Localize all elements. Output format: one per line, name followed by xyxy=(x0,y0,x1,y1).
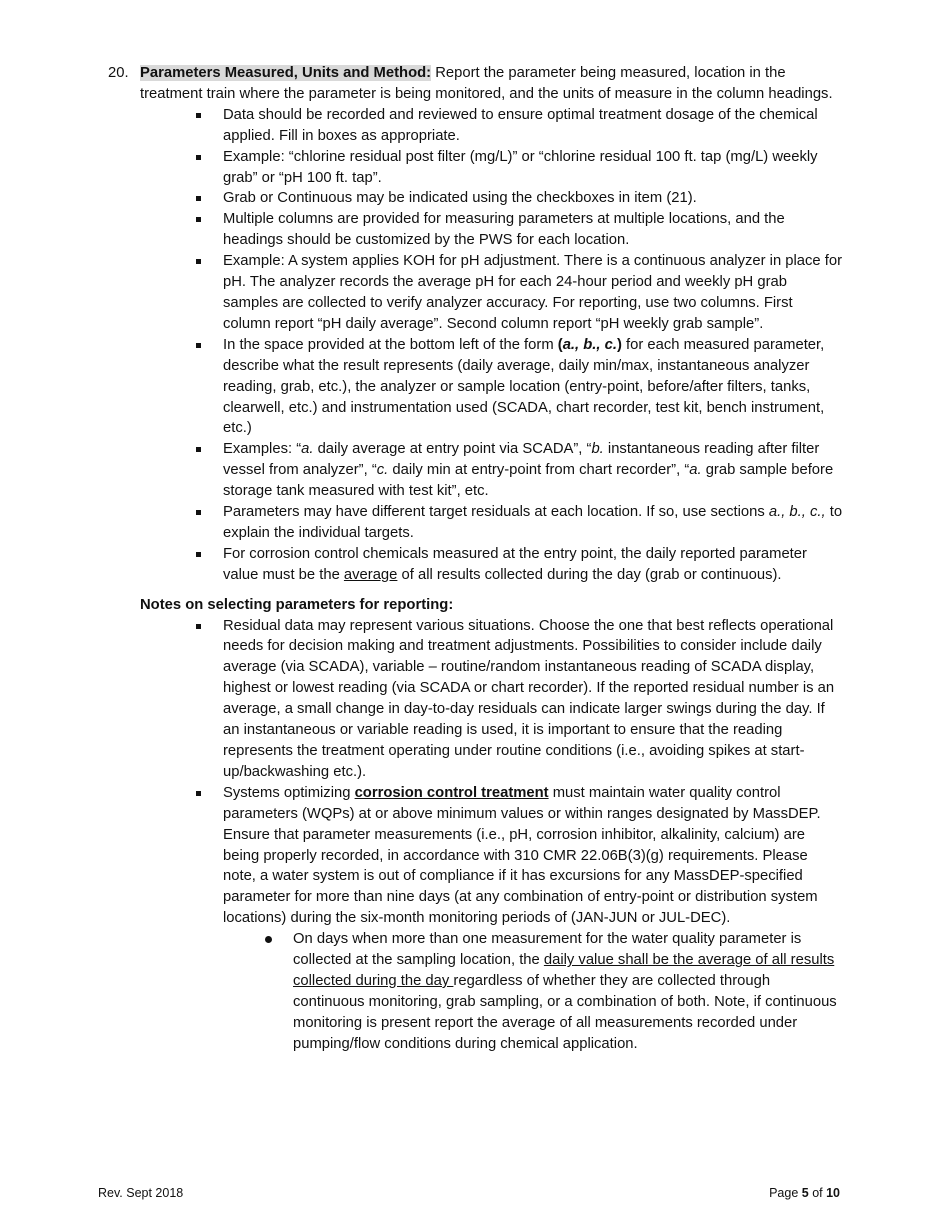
bullet-text: For corrosion control chemicals measured at the entry point, the daily reported parameter value must be the xyxy=(223,545,807,583)
bullet-text: Data should be recorded and reviewed to ensure optimal treatment dosage of the chemical applied. Fill in boxes as appropriate. xyxy=(223,106,818,144)
page-of: of xyxy=(808,1186,827,1200)
list-item xyxy=(192,439,843,502)
bullet-text: Parameters may have different target residuals at each location. If so, use sections xyxy=(223,504,769,521)
instructions-content xyxy=(108,63,843,1055)
bullet-text: In the space provided at the bottom left of the form xyxy=(223,336,558,353)
bullet-text: Grab or Continuous may be indicated using the checkboxes in item (21). xyxy=(223,190,697,207)
emphasis-average: average xyxy=(343,566,398,583)
page-total: 10 xyxy=(826,1186,840,1200)
bullet-text: Residual data may represent various situations. Choose the one that best reflects operational needs for decision making and treatment adjustments. Possibilities to consider include daily average (via SCADA), variable – routine/random instantaneous reading of SCADA display, highest or lowest reading (via SCADA or chart recorder). If the reported residual number is an average, a small change in day-to-day residuals can indicate larger swings during the day. If an instantaneous or variable reading is used, it is important to ensure that the reading represents the treatment operating under routine conditions (i.e., avoiding spikes at start-up/backwashing etc.). xyxy=(223,617,835,780)
emphasis-corrosion-control: corrosion control treatment xyxy=(354,784,549,801)
section-letter: a. xyxy=(301,441,314,458)
bullet-text: Examples: “ xyxy=(223,441,302,458)
bullet-text: daily average at entry point via SCADA”, “ xyxy=(313,441,592,458)
notes-bullet-list xyxy=(108,616,843,1055)
item-intro xyxy=(140,63,843,105)
list-item xyxy=(262,929,843,1054)
list-item xyxy=(192,502,843,544)
bullet-text: On days when more than one measurement for the water quality parameter is collected at the sampling location, the xyxy=(293,931,802,969)
bullet-text: must maintain water quality control parameters (WQPs) at or above minimum values or within ranges designated by MassDEP. Ensure that parameter measurements (i.e., pH, corrosion inhibitor, alkalinity, calcium) are being properly recorded, in accordance with 310 CMR 22.06B(3)(g) requirements. Please note, a water system is out of compliance if it has excursions for any MassDEP-specified parameter for more than nine days (at any combination of entry-point or distribution system locations) during the six-month monitoring periods of (JAN-JUN or JUL-DEC). xyxy=(223,784,821,927)
section-letters: a., b., c. xyxy=(562,336,617,353)
bullet-text: grab sample before storage tank measured with test kit”, etc. xyxy=(223,462,834,500)
list-item xyxy=(192,251,843,335)
list-item xyxy=(192,544,843,586)
item-20-bullet-list xyxy=(108,105,843,586)
item-heading: Parameters Measured, Units and Method: xyxy=(140,65,432,81)
notes-sub-list xyxy=(223,929,843,1054)
page-current: 5 xyxy=(801,1186,809,1200)
bullet-text: of all results collected during the day (grab or continuous). xyxy=(397,566,782,583)
item-20 xyxy=(108,63,843,105)
bullet-text: instantaneous reading after filter vessel from analyzer”, “ xyxy=(223,441,820,479)
bullet-text: Example: A system applies KOH for pH adjustment. There is a continuous analyzer in place for pH. The analyzer records the average pH for each 24-hour period and weekly pH grab samples are collected to verify analyzer accuracy. For reporting, use two columns. First column report “pH daily average”. Second column report “pH weekly grab sample”. xyxy=(223,253,843,332)
list-item xyxy=(192,188,843,209)
section-letters: a., b., c., xyxy=(768,504,826,521)
footer-revision: Rev. Sept 2018 xyxy=(98,1186,184,1200)
item-intro-text: Report the parameter being measured, location in the treatment train where the parameter is being monitored, and the units of measure in the column headings. xyxy=(140,65,833,102)
paren: ( xyxy=(557,336,563,353)
emphasis-daily-value: daily value shall be the average of all results collected during the day xyxy=(293,952,835,989)
section-letter: c. xyxy=(376,462,389,479)
list-item xyxy=(192,105,843,147)
bullet-text: regardless of whether they are collected through continuous monitoring, grab sampling, or a combination of both. Note, if continuous monitoring is present report the average of all measurements recorded under pumping/flow conditions during chemical application. xyxy=(293,972,837,1052)
bullet-text: daily min at entry-point from chart recorder”, “ xyxy=(388,462,690,479)
list-item xyxy=(192,209,843,251)
bullet-text: to explain the individual targets. xyxy=(223,504,843,541)
paren: ) xyxy=(616,336,622,353)
list-item xyxy=(192,335,843,440)
page-word: Page xyxy=(769,1186,802,1200)
bullet-text: Example: “chlorine residual post filter (mg/L)” or “chlorine residual 100 ft. tap (mg/L) weekly grab” or “pH 100 ft. tap”. xyxy=(223,148,818,186)
section-letter: b. xyxy=(591,441,604,458)
notes-heading: Notes on selecting parameters for reporting: xyxy=(140,596,454,613)
section-letter: a. xyxy=(689,462,702,479)
item-number: 20. xyxy=(108,65,129,81)
bullet-text: for each measured parameter, describe what the result represents (daily average, daily min/max, instantaneous analyzer reading, grab, etc.), the analyzer or sample location (entry-point, before/after filters, tanks, clearwell, etc.) and instrumentation used (SCADA, chart recorder, test kit, bench instrument, etc.) xyxy=(223,336,825,437)
list-item xyxy=(192,147,843,189)
list-item xyxy=(192,783,843,1055)
bullet-text: Multiple columns are provided for measuring parameters at multiple locations, and the headings should be customized by the PWS for each location. xyxy=(223,211,785,249)
footer-page-number xyxy=(769,1186,840,1200)
list-item xyxy=(192,616,843,783)
bullet-text: Systems optimizing xyxy=(223,784,355,801)
